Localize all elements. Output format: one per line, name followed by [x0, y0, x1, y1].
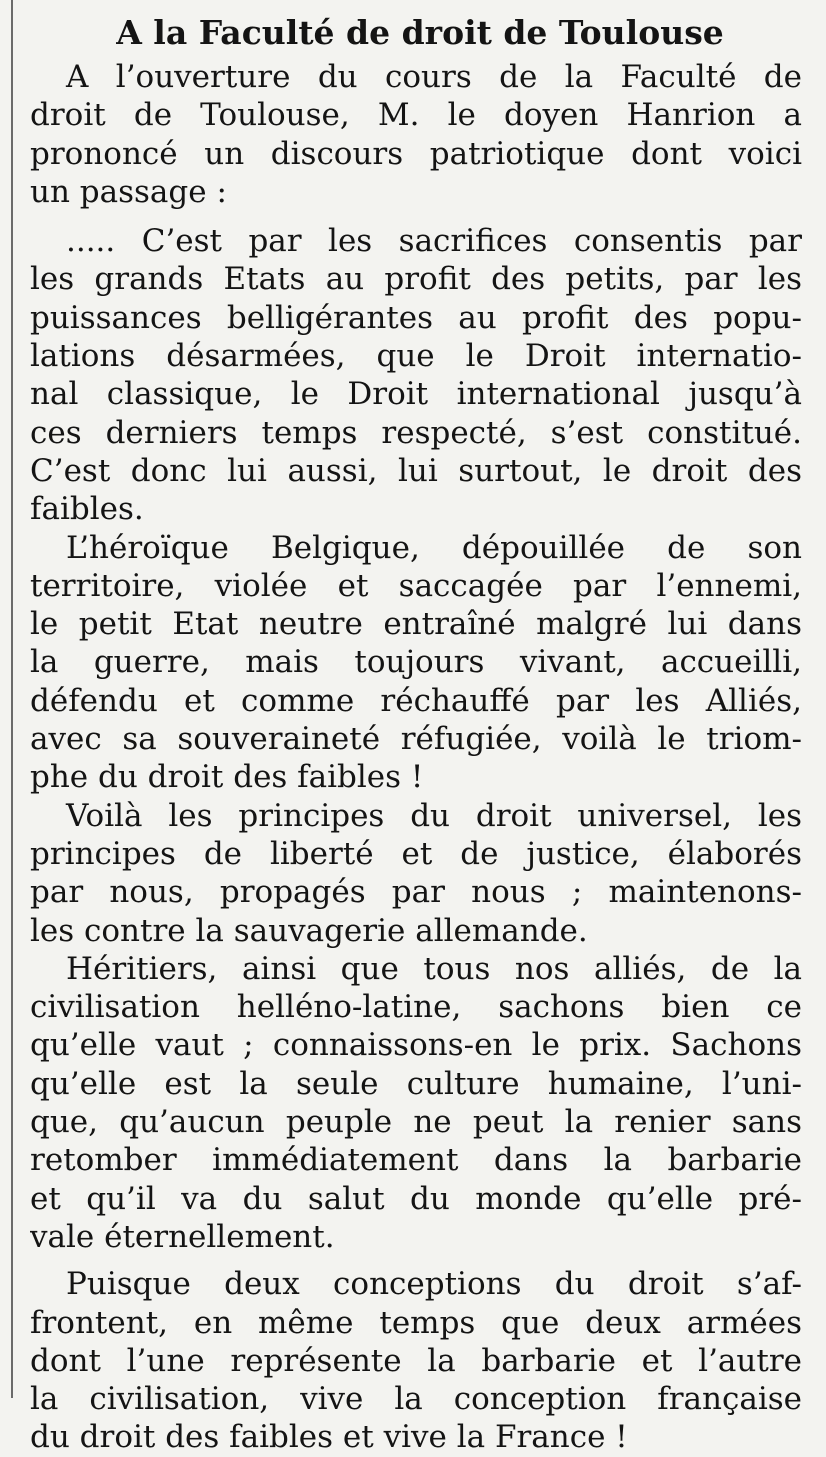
text-line: faibles. — [30, 491, 144, 528]
text-line: ces derniers temps respecté, s’est constitué. — [30, 414, 802, 451]
text-line: Héritiers, ainsi que tous nos alliés, de la — [66, 950, 802, 987]
text-line: qu’elle est la seule culture humaine, l’uni- — [30, 1065, 802, 1102]
text-line: la guerre, mais toujours vivant, accueilli, — [30, 644, 802, 681]
text-line: le petit Etat neutre entraîné malgré lui dans — [30, 606, 802, 643]
text-line: un passage : — [30, 173, 227, 210]
text-line: par nous, propagés par nous ; maintenons- — [30, 874, 802, 911]
text-line: retomber immédiatement dans la barbarie — [30, 1142, 802, 1179]
text-line: les contre la sauvagerie allemande. — [30, 912, 588, 949]
text-line: principes de liberté et de justice, élaborés — [30, 835, 802, 872]
text-line: C’est donc lui aussi, lui surtout, le droit des — [30, 452, 802, 489]
text-line: puissances belligérantes au profit des popu- — [30, 299, 802, 336]
text-line: vale éternellement. — [30, 1218, 335, 1255]
article-column — [30, 8, 802, 1457]
article-paragraph-4 — [30, 797, 802, 950]
text-line: prononcé un discours patriotique dont voici — [30, 135, 802, 172]
text-line: civilisation helléno-latine, sachons bien ce — [30, 989, 802, 1026]
article-paragraph-2 — [30, 222, 802, 528]
article-paragraph-6 — [30, 1265, 802, 1456]
text-line: que, qu’aucun peuple ne peut la renier sans — [30, 1104, 802, 1141]
text-line: du droit des faibles et vive la France ! — [30, 1419, 628, 1456]
text-line: dont l’une représente la barbarie et l’autre — [30, 1342, 802, 1379]
text-line: nal classique, le Droit international jusqu’à — [30, 376, 802, 413]
text-line: la civilisation, vive la conception française — [30, 1381, 802, 1418]
text-line: Voilà les principes du droit universel, les — [66, 797, 802, 834]
text-line: A l’ouverture du cours de la Faculté de — [66, 59, 802, 95]
text-line: qu’elle vaut ; connaissons-en le prix. Sachons — [30, 1027, 802, 1064]
text-line: frontent, en même temps que deux armées — [30, 1304, 802, 1341]
column-rule-left — [11, 0, 13, 1398]
article-paragraph-5 — [30, 950, 802, 1256]
text-line: lations désarmées, que le Droit internatio- — [30, 338, 802, 375]
text-line: les grands Etats au profit des petits, par les — [30, 261, 802, 298]
text-line: L’héroïque Belgique, dépouillée de son — [66, 529, 802, 566]
text-line: et qu’il va du salut du monde qu’elle pré- — [30, 1180, 802, 1217]
text-line: Puisque deux conceptions du droit s’af- — [66, 1266, 802, 1303]
text-line: phe du droit des faibles ! — [30, 759, 424, 796]
text-line: ..... C’est par les sacrifices consentis par — [66, 223, 802, 260]
text-line: droit de Toulouse, M. le doyen Hanrion a — [30, 97, 802, 134]
text-line: avec sa souveraineté réfugiée, voilà le triom- — [30, 721, 802, 758]
article-paragraph-3 — [30, 529, 802, 797]
article-paragraph-1 — [30, 58, 802, 211]
text-line: territoire, violée et saccagée par l’ennemi, — [30, 567, 802, 604]
article-headline: A la Faculté de droit de Toulouse — [116, 13, 724, 52]
text-line: défendu et comme réchauffé par les Alliés, — [30, 682, 802, 719]
